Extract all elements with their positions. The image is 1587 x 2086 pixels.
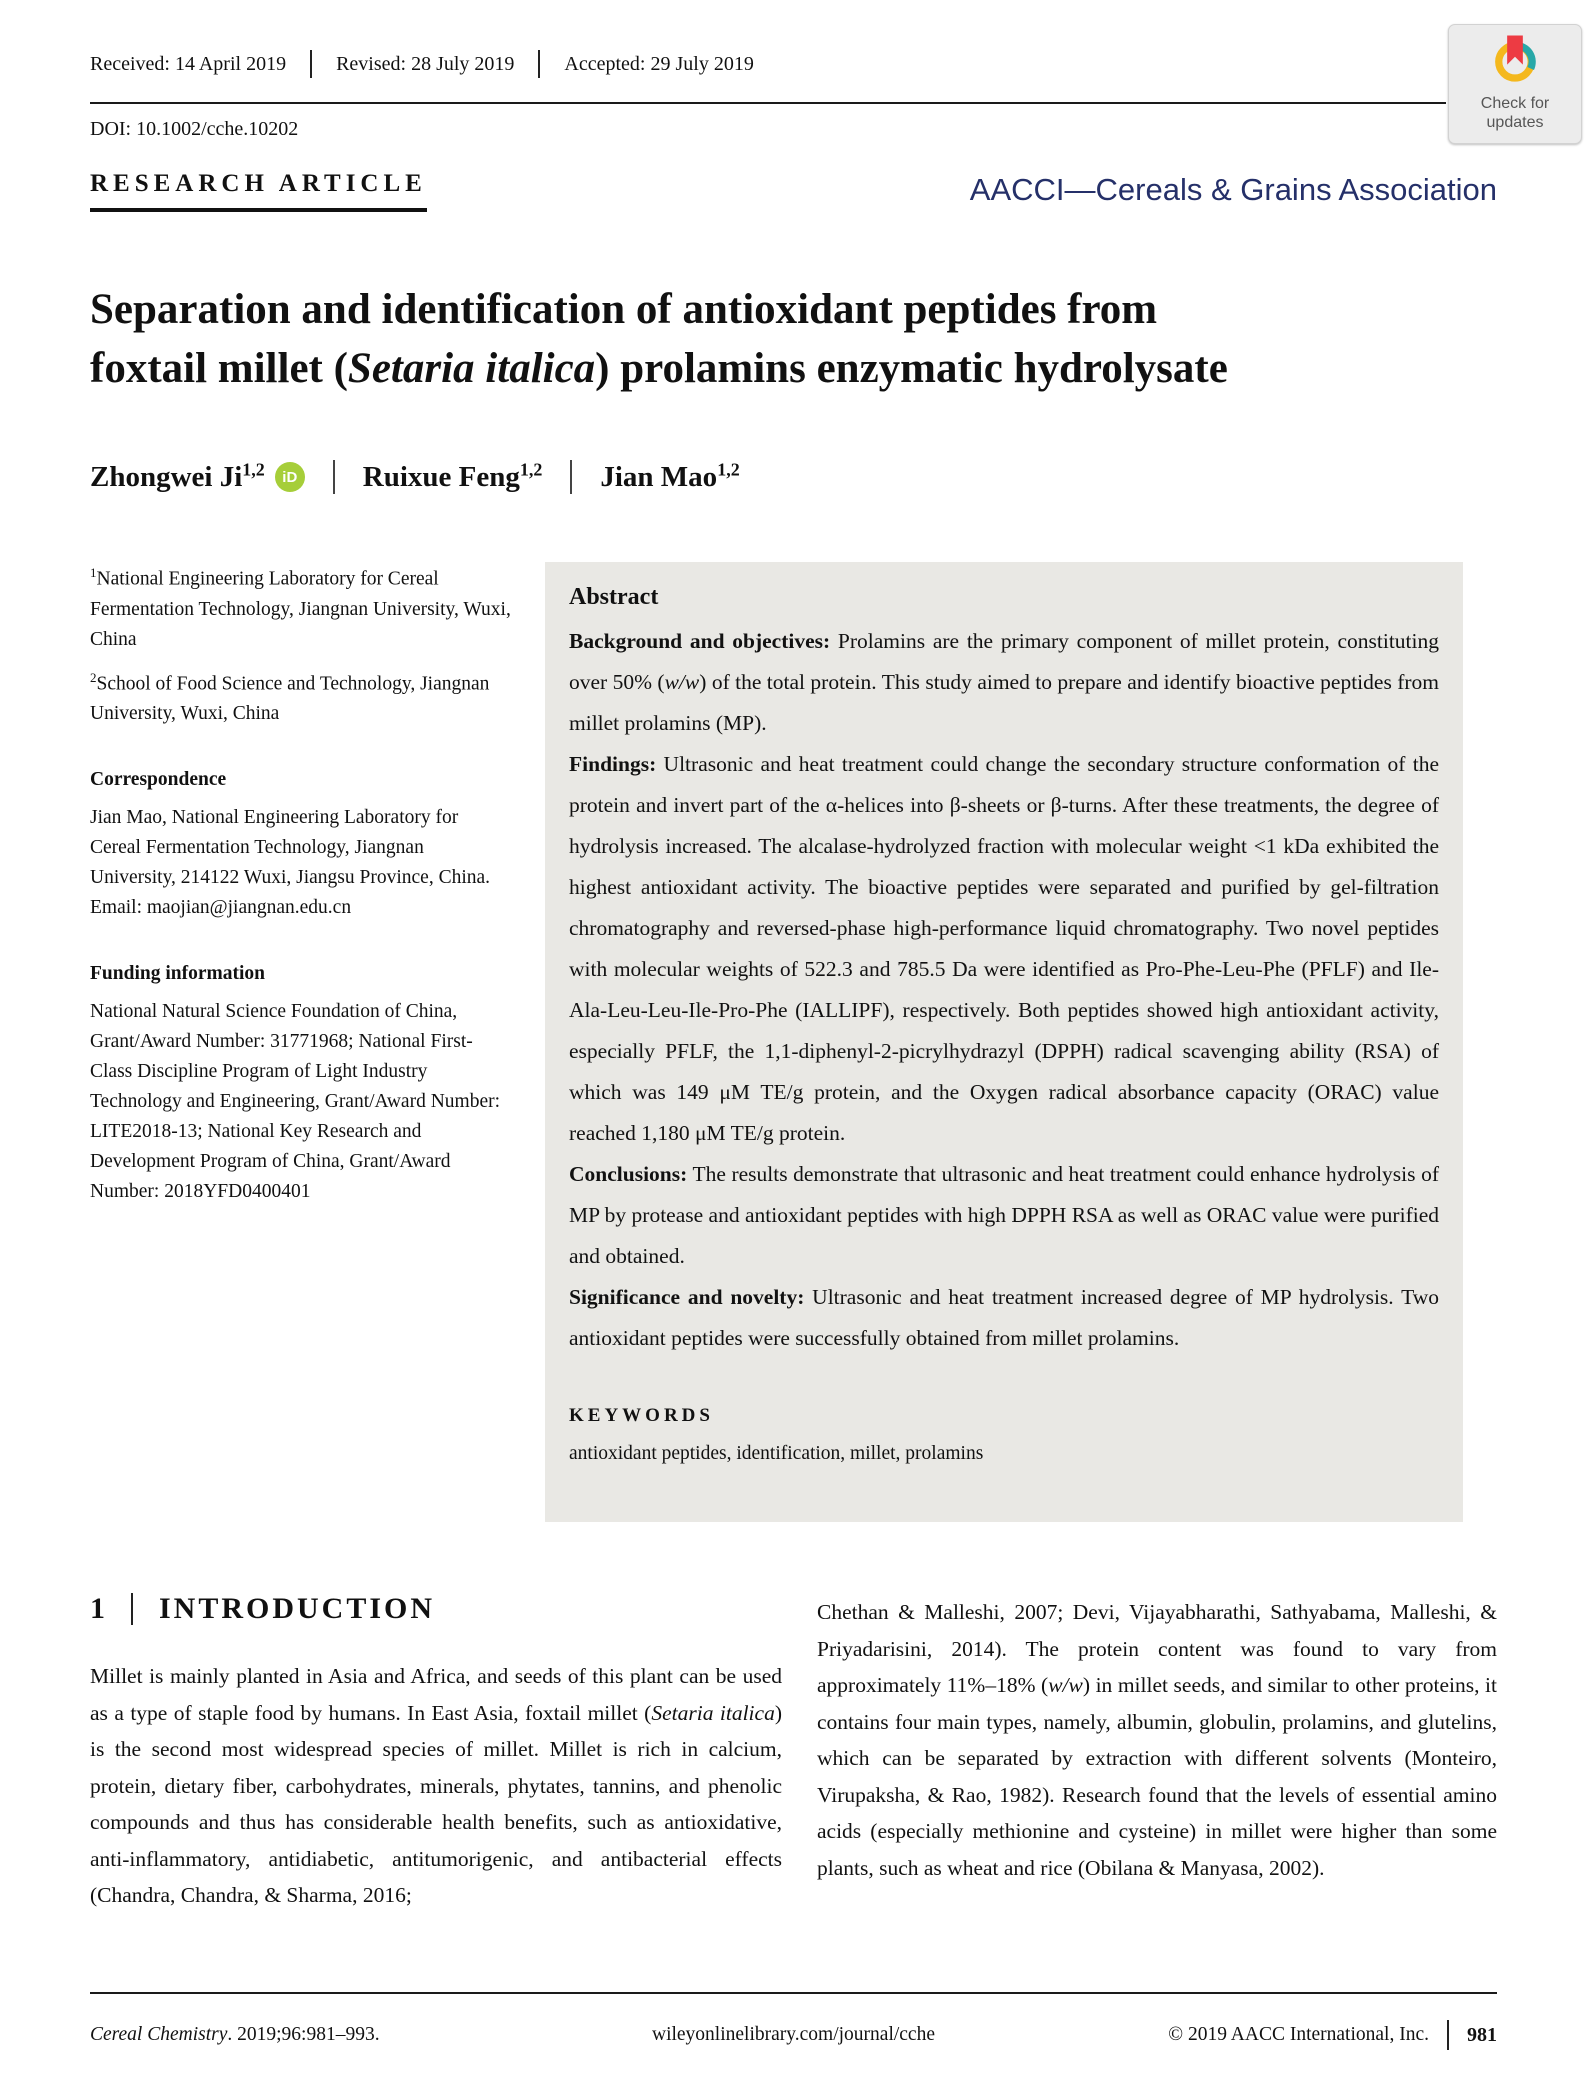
received-date: Received: 14 April 2019 — [90, 52, 287, 75]
footer-copyright: © 2019 AACC International, Inc. — [1168, 2024, 1429, 2045]
keywords-heading: KEYWORDS — [569, 1405, 714, 1426]
separator — [131, 1593, 133, 1625]
footer — [90, 2020, 1497, 2050]
title-text-end: ) prolamins enzymatic hydrolysate — [595, 345, 1228, 392]
footer-rule — [90, 1992, 1497, 1994]
page-title — [90, 280, 1230, 398]
abstract-background-italic: w/w — [664, 670, 700, 694]
check-for-updates-button[interactable] — [1448, 24, 1582, 144]
page-number: 981 — [1467, 2023, 1497, 2046]
footer-citation-text: . 2019;96:981–993. — [227, 2024, 380, 2045]
author-1-name: Zhongwei Ji — [90, 460, 243, 493]
revised-date: Revised: 28 July 2019 — [336, 52, 515, 75]
intro-right-italic: w/w — [1048, 1673, 1083, 1697]
dates-row — [90, 50, 754, 78]
abstract-conclusions — [569, 1154, 1439, 1277]
author-3-affil-sup: 1,2 — [717, 458, 740, 479]
abstract-background-label: Background and objectives: — [569, 629, 831, 653]
footer-right — [1017, 2020, 1497, 2050]
sidebar-metadata-column — [90, 558, 512, 1215]
correspondence-heading: Correspondence — [90, 769, 227, 790]
separator — [333, 460, 335, 494]
footer-journal-name: Cereal Chemistry — [90, 2024, 228, 2045]
crossmark-label — [1481, 94, 1549, 132]
affiliation-1-sup: 1 — [90, 565, 97, 580]
correspondence-body: Jian Mao, National Engineering Laboratory for Cereal Fermentation Technology, Jiangnan University, 214122 Wuxi, Jiangsu Province, China. — [90, 807, 491, 888]
abstract-significance-text: Ultrasonic and heat treatment increased degree of MP hydrolysis. Two antioxidant peptides were successfully obtained from millet prolamins. — [569, 1285, 1439, 1350]
separator — [538, 50, 540, 78]
separator — [1447, 2020, 1449, 2050]
crossmark-label-line2: updates — [1486, 114, 1544, 131]
abstract-findings-label: Findings: — [569, 752, 657, 776]
intro-left-text-end: ) is the second most widespread species of millet. Millet is rich in calcium, protein, dietary fiber, carbohydrates, minerals, phytates, tannins, and phenolic compounds and thus has considerable health benefits, such as antioxidative, anti-inflammatory, antidiabetic, antitumorigenic, and antibacterial effects (Chandra, Chandra, & Sharma, 2016; — [90, 1700, 782, 1907]
affiliation-2-sup: 2 — [90, 669, 97, 685]
body-column-left — [90, 1658, 782, 1914]
section-heading-introduction — [90, 1592, 435, 1626]
correspondence-email[interactable]: Email: maojian@jiangnan.edu.cn — [90, 897, 352, 918]
body-column-right — [817, 1594, 1497, 1886]
intro-left-text: Millet is mainly planted in Asia and Africa, and seeds of this plant can be used as a type of staple food by humans. In East Asia, foxtail millet ( — [90, 1664, 782, 1725]
author-2-affil-sup: 1,2 — [519, 458, 543, 479]
abstract-significance — [569, 1277, 1439, 1359]
header-rule — [90, 102, 1446, 104]
abstract-background-text-end: ) of the total protein. This study aimed to prepare and identify bioactive peptides from millet prolamins (MP). — [569, 670, 1440, 735]
doi-text: DOI: 10.1002/cche.10202 — [90, 118, 299, 140]
author-1-affil-sup: 1,2 — [242, 458, 265, 479]
abstract-findings — [569, 744, 1439, 1154]
section-number: 1 — [90, 1592, 105, 1625]
affiliation-1-text: National Engineering Laboratory for Cereal Fermentation Technology, Jiangnan University, Wuxi, China — [90, 568, 511, 650]
abstract-background-text: Prolamins are the primary component of millet protein, constituting over 50% ( — [569, 629, 1440, 694]
society-name: AACCI—Cereals & Grains Association — [969, 172, 1497, 207]
intro-right-text: Chethan & Malleshi, 2007; Devi, Vijayabharathi, Sathyabama, Malleshi, & Priyadarisini, 2014). The protein content was found to vary from approximately 11%–18% ( — [817, 1600, 1497, 1697]
abstract-findings-text: Ultrasonic and heat treatment could change the secondary structure conformation of the protein and invert part of the α-helices into β-sheets or β-turns. After these treatments, the degree of hydrolysis increased. The alcalase-hydrolyzed fraction with molecular weight <1 kDa exhibited the highest antioxidant activity. The bioactive peptides were separated and purified by gel-filtration chromatography and reversed-phase high-performance liquid chromatography. Two novel peptides with molecular weights of 522.3 and 785.5 Da were identified as Pro-Phe-Leu-Phe (PFLF) and Ile-Ala-Leu-Leu-Ile-Pro-Phe (IALLIPF), respectively. Both peptides showed high antioxidant activity, especially PFLF, the 1,1-diphenyl-2-picrylhydrazyl (DPPH) radical scavenging ability (RSA) of which was 149 μM TE/g protein, and the Oxygen radical absorbance capacity (ORAC) value reached 1,180 μM TE/g protein. — [569, 752, 1439, 1145]
title-text: Separation and identification of antioxidant peptides from foxtail millet ( — [90, 286, 1158, 392]
separator — [570, 460, 572, 494]
abstract-background — [569, 621, 1439, 744]
funding-heading: Funding information — [90, 963, 265, 984]
author-2-name: Ruixue Feng — [362, 460, 520, 493]
accepted-date: Accepted: 29 July 2019 — [564, 52, 754, 75]
abstract-heading: Abstract — [569, 584, 659, 610]
author-2 — [362, 458, 543, 494]
author-1 — [90, 458, 265, 494]
funding-body: National Natural Science Foundation of China, Grant/Award Number: 31771968; National First-Class Discipline Program of Light Industry Technology and Engineering, Grant/Award Number: LITE2018-13; National Key Research and Development Program of China, Grant/Award Number: 2018YFD0400401 — [90, 1001, 501, 1202]
affiliation-2-text: School of Food Science and Technology, Jiangnan University, Wuxi, China — [90, 673, 490, 724]
intro-right-text-end: ) in millet seeds, and similar to other proteins, it contains four main types, namely, albumin, globulin, prolamins, and glutelins, which can be separated by extraction with different solvents (Monteiro, Virupaksha, & Rao, 1982). Research found that the levels of essential amino acids (especially methionine and cysteine) in millet were higher than some plants, such as wheat and rice (Obilana & Manyasa, 2002). — [817, 1673, 1497, 1880]
article-type-label: RESEARCH ARTICLE — [90, 170, 427, 212]
intro-left-italic: Setaria italica — [651, 1700, 775, 1725]
keywords-list: antioxidant peptides, identification, millet, prolamins — [569, 1443, 984, 1464]
footer-url: wileyonlinelibrary.com/journal/cche — [651, 2024, 935, 2045]
abstract-conclusions-text: The results demonstrate that ultrasonic and heat treatment could enhance hydrolysis of MP by protease and antioxidant peptides with high DPPH RSA as well as ORAC value were purified and obtained. — [569, 1162, 1439, 1268]
type-row — [90, 170, 1497, 212]
abstract-conclusions-label: Conclusions: — [569, 1162, 688, 1186]
orcid-icon[interactable]: iD — [275, 462, 305, 492]
affiliation-1 — [90, 558, 512, 655]
crossmark-logo-icon — [1487, 25, 1543, 92]
footer-citation — [90, 2024, 570, 2046]
affiliation-2 — [90, 663, 512, 730]
separator — [310, 50, 312, 78]
title-species-italic: Setaria italica — [347, 345, 596, 392]
abstract-significance-label: Significance and novelty: — [569, 1285, 805, 1309]
section-title: INTRODUCTION — [159, 1592, 436, 1625]
abstract-box — [545, 562, 1463, 1522]
author-list — [90, 460, 740, 494]
author-3-name: Jian Mao — [600, 460, 718, 493]
author-3 — [600, 458, 740, 494]
crossmark-label-line1: Check for — [1480, 95, 1550, 112]
